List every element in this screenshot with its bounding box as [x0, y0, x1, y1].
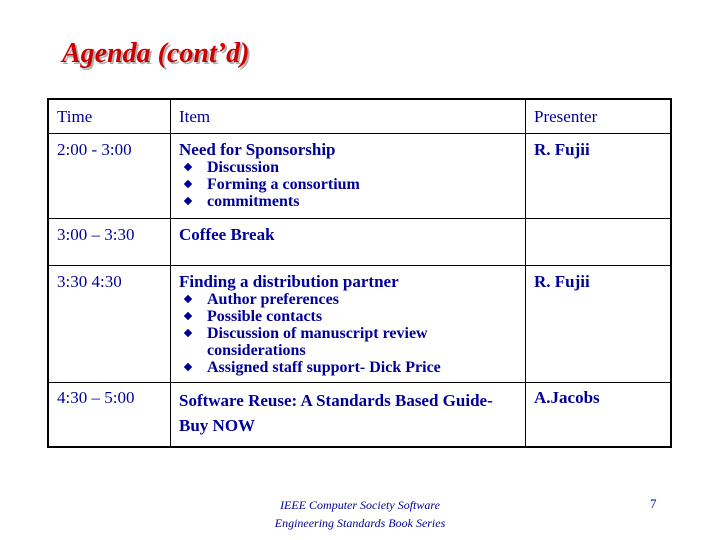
- row-item: [171, 266, 526, 383]
- diamond-bullet-icon: [184, 180, 192, 188]
- sub-item-text: Forming a consortium: [207, 176, 360, 193]
- diamond-bullet-icon: [184, 197, 192, 205]
- footer-line: Engineering Standards Book Series: [274, 516, 446, 530]
- row-presenter: A.Jacobs: [526, 383, 672, 448]
- table-row: [48, 266, 671, 383]
- row-time: 3:30 4:30: [48, 266, 171, 383]
- sub-item-text: Possible contacts: [207, 308, 323, 325]
- slide-title: Agenda (cont’d): [62, 38, 250, 69]
- table-row: [48, 134, 671, 219]
- sub-item-list: [179, 291, 517, 376]
- row-item: [171, 383, 526, 448]
- item-title: Need for Sponsorship: [179, 140, 336, 159]
- row-presenter: R. Fujii: [526, 134, 672, 219]
- sub-item-text: Discussion of manuscript review considerations: [207, 325, 428, 359]
- table-row: [48, 383, 671, 448]
- row-item: [171, 134, 526, 219]
- item-title: Coffee Break: [179, 225, 275, 244]
- header-time: Time: [48, 99, 171, 134]
- sub-item: [181, 325, 517, 359]
- sub-item: [181, 193, 517, 210]
- sub-item-text: Author preferences: [207, 291, 339, 308]
- sub-item-text: Assigned staff support- Dick Price: [207, 359, 441, 376]
- diamond-bullet-icon: [184, 163, 192, 171]
- agenda-table: [47, 98, 672, 448]
- header-presenter: Presenter: [526, 99, 672, 134]
- row-time: 3:00 – 3:30: [48, 219, 171, 266]
- sub-item: [181, 308, 517, 325]
- diamond-bullet-icon: [184, 312, 192, 320]
- row-time: 2:00 - 3:00: [48, 134, 171, 219]
- sub-item-text: commitments: [207, 193, 300, 210]
- sub-item-text: Discussion: [207, 159, 280, 176]
- item-title: Software Reuse: A Standards Based Guide- Buy NOW: [179, 391, 493, 435]
- sub-item: [181, 159, 517, 176]
- diamond-bullet-icon: [184, 329, 192, 337]
- header-item: Item: [171, 99, 526, 134]
- sub-item: [181, 291, 517, 308]
- sub-item: [181, 359, 517, 376]
- sub-item-list: [179, 159, 517, 210]
- row-presenter: R. Fujii: [526, 266, 672, 383]
- row-time: 4:30 – 5:00: [48, 383, 171, 448]
- footer-caption: [240, 496, 480, 532]
- diamond-bullet-icon: [184, 295, 192, 303]
- row-item: [171, 219, 526, 266]
- table-row: [48, 219, 671, 266]
- item-title: Finding a distribution partner: [179, 272, 399, 291]
- row-presenter: [526, 219, 672, 266]
- table-header-row: [48, 99, 671, 134]
- footer-line: IEEE Computer Society Software: [280, 498, 440, 512]
- sub-item: [181, 176, 517, 193]
- diamond-bullet-icon: [184, 363, 192, 371]
- page-number: 7: [650, 496, 657, 511]
